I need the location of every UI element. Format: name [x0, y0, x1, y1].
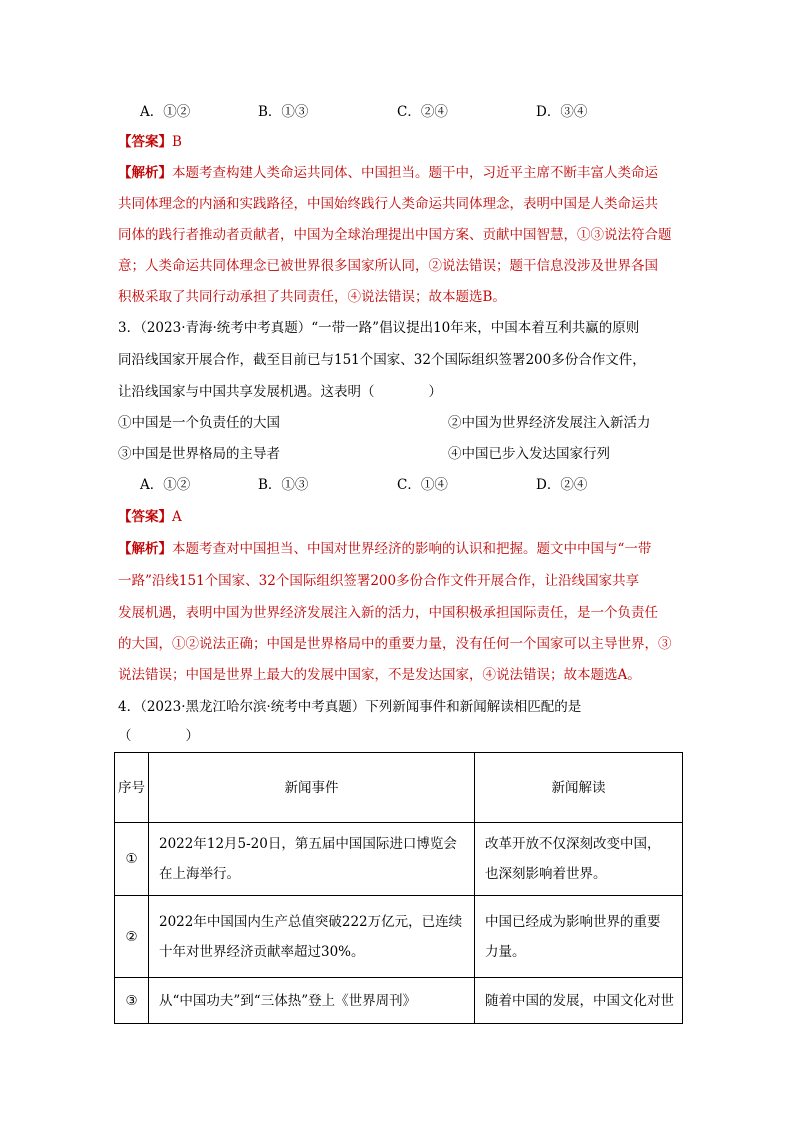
q3-stem-line: 3．（2023·青海·统考中考真题）“一带一路”倡议提出10年来，中国本着互利共赢的原则 — [118, 320, 640, 336]
q2-option-c: C．②④ — [397, 104, 448, 120]
news-table — [114, 752, 683, 1024]
q2-option-b: B．①③ — [258, 104, 309, 120]
table-row — [115, 896, 683, 978]
q3-option-d: D．②④ — [536, 477, 588, 493]
analysis-tag: 【解析】 — [118, 165, 172, 181]
header-interpretation: 新闻解读 — [475, 753, 683, 823]
q3-option-c: C．①④ — [397, 477, 448, 493]
answer-tag: 【答案】 — [118, 509, 172, 525]
q3-option-b: B．①③ — [258, 477, 309, 493]
row-interpretation: 改革开放不仅深刻改变中国，也深刻影响着世界。 — [475, 823, 683, 896]
answer-value: B — [172, 134, 182, 150]
table-row — [115, 823, 683, 896]
row-event: 2022年中国国内生产总值突破222万亿元，已连续十年对世界经济贡献率超过30%。 — [149, 896, 475, 978]
analysis-text: 本题考查构建人类命运共同体、中国担当。题干中，习近平主席不断丰富人类命运 — [172, 165, 658, 181]
analysis-tag: 【解析】 — [118, 541, 172, 557]
row-interpretation: 随着中国的发展，中国文化对世 — [475, 978, 683, 1024]
table-header-row — [115, 753, 683, 823]
row-interpretation: 中国已经成为影响世界的重要力量。 — [475, 896, 683, 978]
q3-option-a: A．①② — [140, 477, 191, 493]
row-index: ③ — [115, 978, 149, 1024]
q3-analysis-line: 发展机遇，表明中国为世界经济发展注入新的活力，中国积极承担国际责任，是一个负责任 — [118, 605, 658, 621]
answer-tag: 【答案】 — [118, 134, 172, 150]
q2-analysis-line: 共同体理念的内涵和实践路径，中国始终践行人类命运共同体理念，表明中国是人类命运共 — [118, 196, 658, 212]
header-event: 新闻事件 — [149, 753, 475, 823]
q2-analysis-line: 积极采取了共同行动承担了共同责任，④说法错误；故本题选B。 — [118, 289, 506, 305]
row-event: 从“中国功夫”到“三体热”登上《世界周刊》 — [149, 978, 475, 1024]
q2-answer — [118, 132, 182, 152]
header-index: 序号 — [115, 753, 149, 823]
q3-analysis-line: 说法错误；中国是世界上最大的发展中国家，不是发达国家，④说法错误；故本题选A。 — [118, 667, 641, 683]
q2-analysis-line — [118, 163, 658, 183]
q3-answer — [118, 507, 182, 527]
analysis-text: 本题考查对中国担当、中国对世界经济的影响的认识和把握。题文中中国与“一带 — [172, 541, 652, 557]
row-index: ① — [115, 823, 149, 896]
q3-statement-4: ④中国已步入发达国家行列 — [448, 446, 610, 462]
q3-statement-3: ③中国是世界格局的主导者 — [118, 446, 280, 462]
q3-analysis-line — [118, 539, 651, 559]
q3-statement-1: ①中国是一个负责任的大国 — [118, 415, 280, 431]
row-event: 2022年12月5-20日，第五届中国国际进口博览会在上海举行。 — [149, 823, 475, 896]
q4-stem-line: 4．（2023·黑龙江哈尔滨·统考中考真题）下列新闻事件和新闻解读相匹配的是 — [118, 699, 582, 715]
q3-statement-2: ②中国为世界经济发展注入新活力 — [448, 415, 651, 431]
q3-analysis-line: 的大国，①②说法正确；中国是世界格局中的重要力量，没有任何一个国家可以主导世界，③ — [118, 636, 672, 652]
q2-option-d: D．③④ — [536, 104, 588, 120]
q2-analysis-line: 意；人类命运共同体理念已被世界很多国家所认同，②说法错误；题干信息没涉及世界各国 — [118, 258, 658, 274]
q2-analysis-line: 同体的践行者推动者贡献者，中国为全球治理提出中国方案、贡献中国智慧，①③说法符合题 — [118, 227, 672, 243]
q3-analysis-line: 一路”沿线151个国家、32个国际组织签署200多份合作文件开展合作，让沿线国家共享 — [118, 573, 640, 589]
q3-stem-line: 让沿线国家与中国共享发展机遇。这表明（ ） — [118, 384, 442, 400]
row-index: ② — [115, 896, 149, 978]
table-row — [115, 978, 683, 1024]
q4-stem-line: （ ） — [118, 728, 199, 744]
answer-value: A — [172, 509, 182, 525]
q2-option-a: A．①② — [140, 104, 191, 120]
q3-stem-line: 同沿线国家开展合作，截至目前已与151个国家、32个国际组织签署200多份合作文件， — [118, 352, 646, 368]
